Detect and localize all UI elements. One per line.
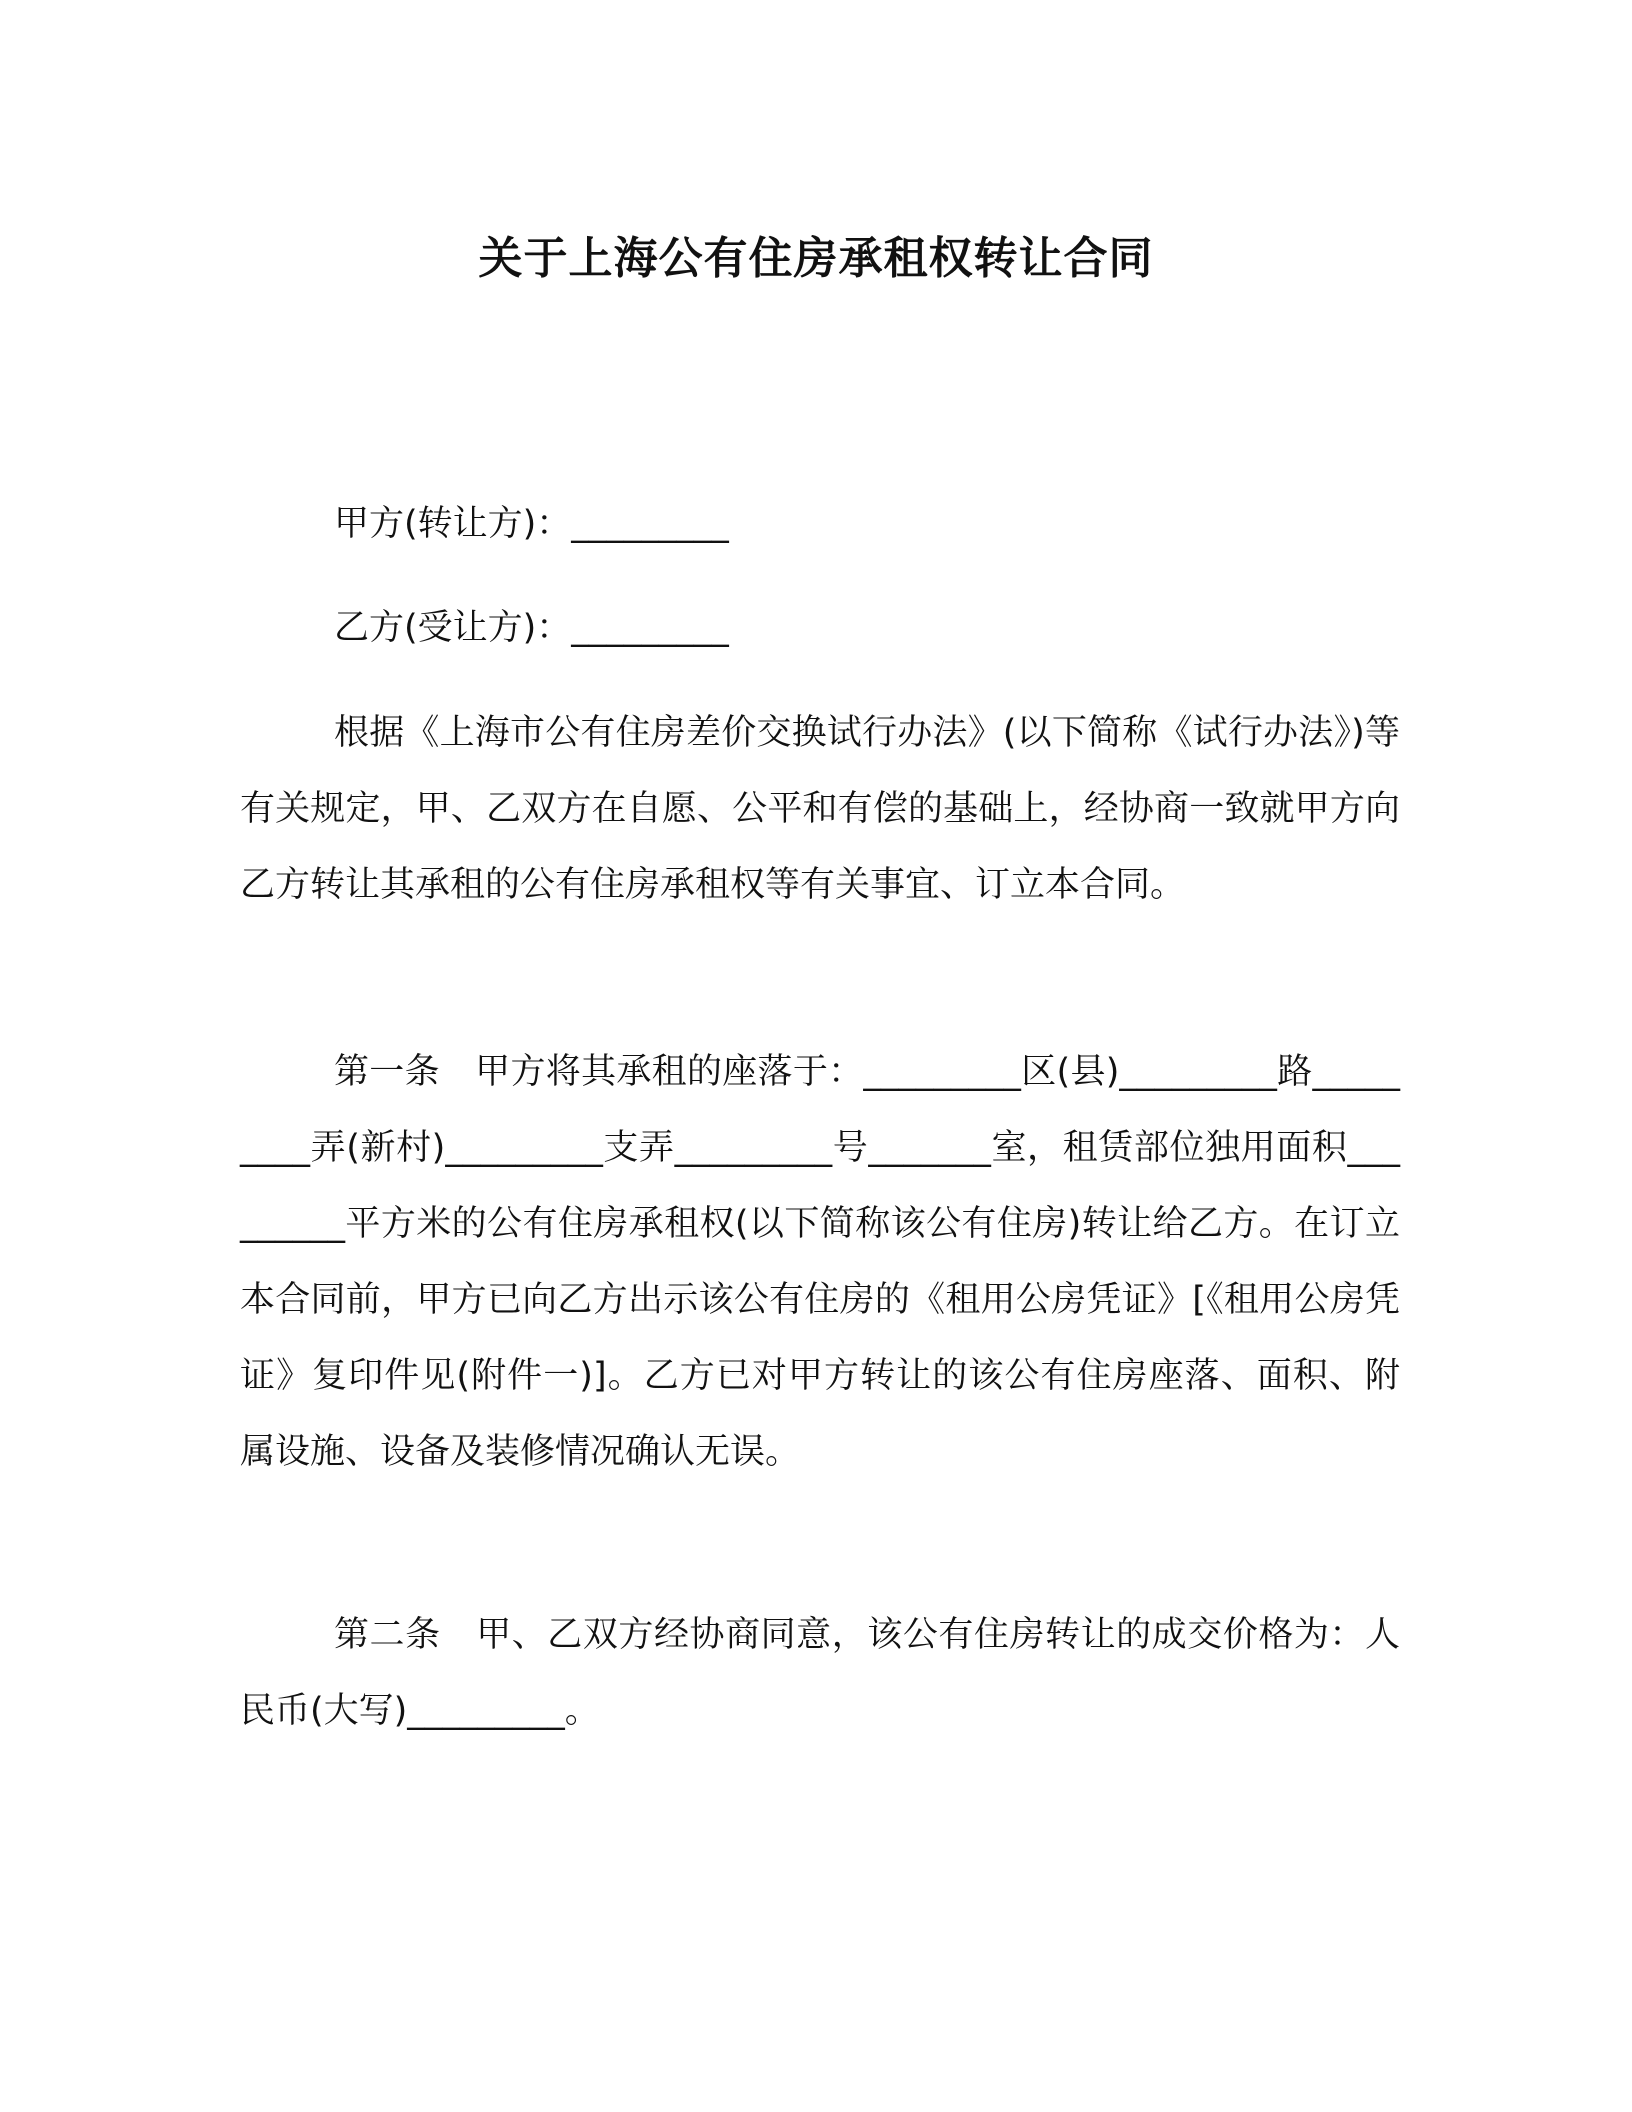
party-b-line: 乙方(受让方)：_________ <box>334 608 729 648</box>
party-a-line: 甲方(转让方)：_________ <box>334 504 729 544</box>
intro-paragraph: 根据《上海市公有住房差价交换试行办法》(以下简称《试行办法》)等有关规定，甲、乙双方在自愿、公平和有偿的基础上，经协商一致就甲方向乙方转让其承租的公有住房承租权等有关事宜、订立本合同。 <box>240 713 1400 905</box>
article-1-paragraph: 第一条 甲方将其承租的座落于：_________区(县)_________路_________弄(新村)_________支弄_________号_______室，租赁部位独用面积_________平方米的公有住房承租权(以下简称该公有住房)转让给乙方。在订立本合同前，甲方已向乙方出示该公有住房的《租用公房凭证》[《租用公房凭证》复印件见(附件一)]。乙方已对甲方转让的该公有住房座落、面积、附属设施、设备及装修情况确认无误。 <box>240 1052 1400 1472</box>
document-title: 关于上海公有住房承租权转让合同 <box>478 233 1154 284</box>
article-2-paragraph: 第二条 甲、乙双方经协商同意，该公有住房转让的成交价格为：人民币(大写)_________。 <box>240 1615 1400 1731</box>
